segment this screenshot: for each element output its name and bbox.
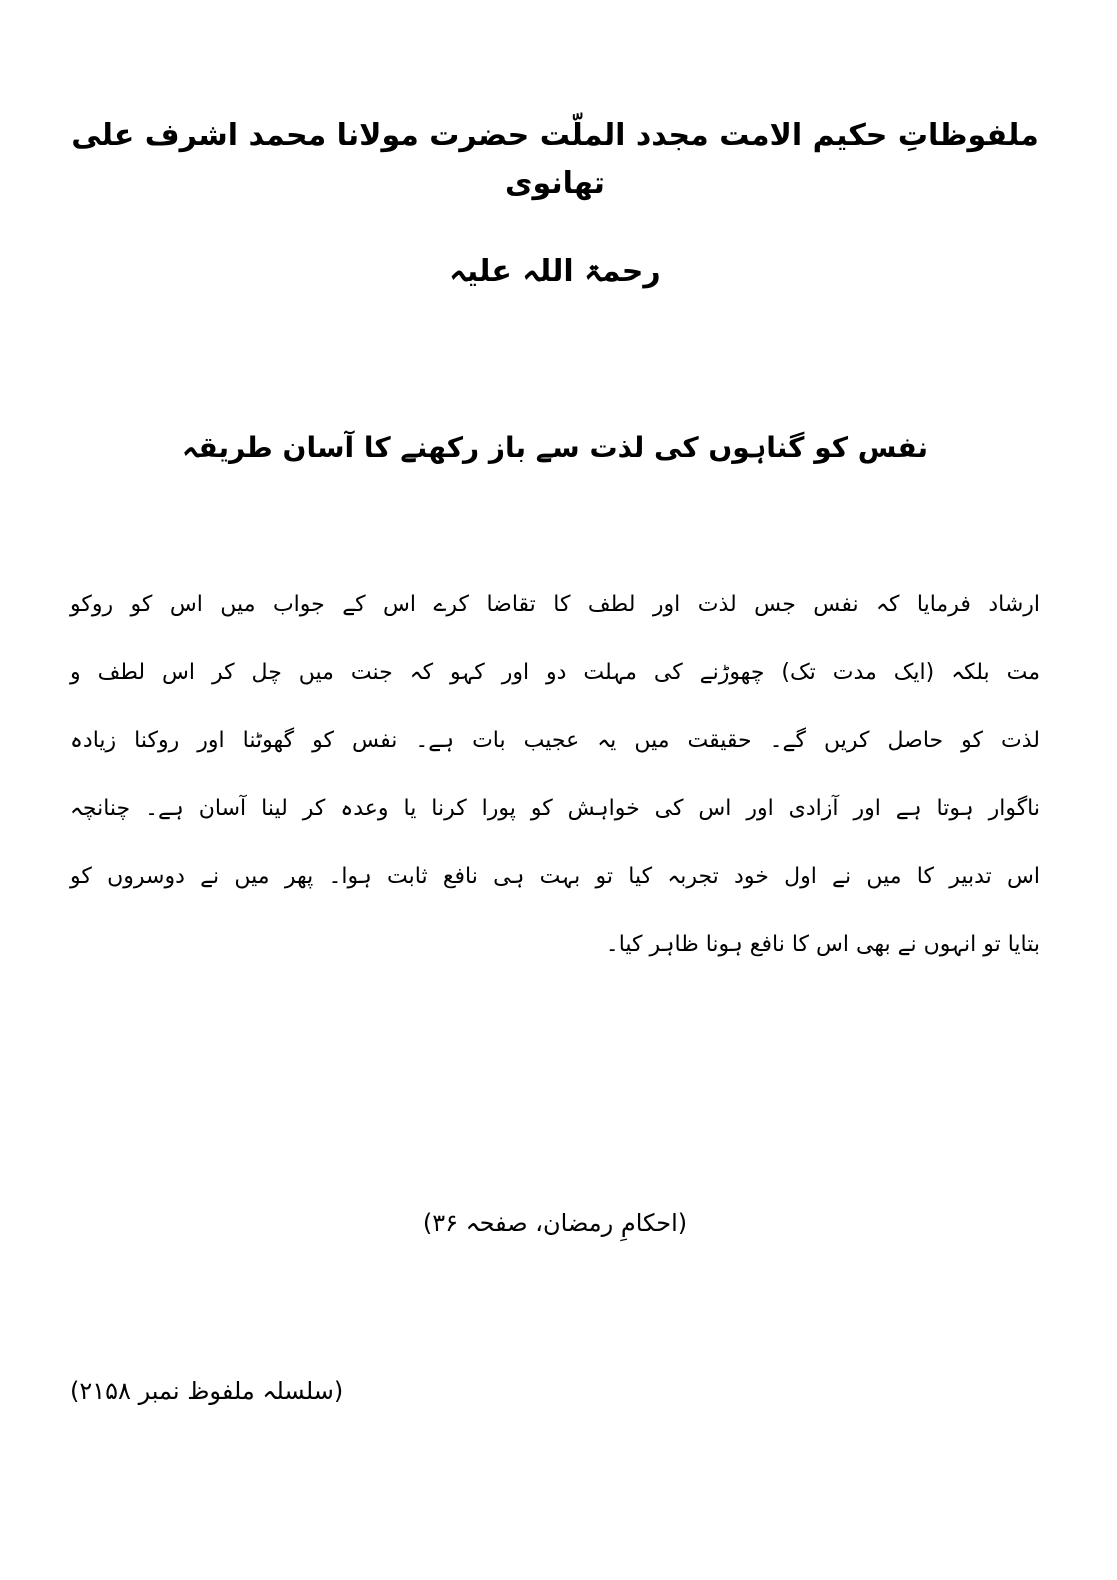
paragraph-line: بتایا تو انہوں نے بھی اس کا نافع ہونا ظاہر کیا۔ bbox=[605, 931, 1040, 957]
series-number: (سلسلہ ملفوظ نمبر ۲۱۵۸) bbox=[70, 1376, 344, 1405]
source-citation: (احکامِ رمضان، صفحہ ۳۶) bbox=[422, 1208, 688, 1237]
body-paragraph bbox=[70, 571, 1040, 979]
document-subtitle: رحمۃ اللہ علیہ bbox=[449, 254, 661, 289]
paragraph-line: مت بلکہ (ایک مدت تک) چھوڑنے کی مہلت دو اور کہو کہ جنت میں چل کر اس لطف و bbox=[70, 659, 1040, 685]
paragraph-line: لذت کو حاصل کریں گے۔ حقیقت میں یہ عجیب بات ہے۔ نفس کو گھوٹنا اور روکنا زیادہ bbox=[70, 727, 1040, 753]
document-page bbox=[70, 0, 1040, 1405]
document-title: ملفوظاتِ حکیم الامت مجدد الملّت حضرت مولانا محمد اشرف علی تھانوی bbox=[71, 118, 1039, 201]
paragraph-line: ارشاد فرمایا کہ نفس جس لذت اور لطف کا تقاضا کرے اس کے جواب میں اس کو روکو bbox=[70, 591, 1040, 617]
paragraph-line: اس تدبیر کا میں نے اول خود تجربہ کیا تو بہت ہی نافع ثابت ہوا۔ پھر میں نے دوسروں کو bbox=[70, 863, 1040, 889]
series-number-row bbox=[70, 1377, 1040, 1405]
paragraph-line: ناگوار ہوتا ہے اور آزادی اور اس کی خواہش کو پورا کرنا یا وعدہ کر لینا آسان ہے۔ چنانچہ bbox=[70, 795, 1040, 821]
section-heading: نفس کو گناہوں کی لذت سے باز رکھنے کا آسان طریقہ bbox=[181, 431, 929, 464]
